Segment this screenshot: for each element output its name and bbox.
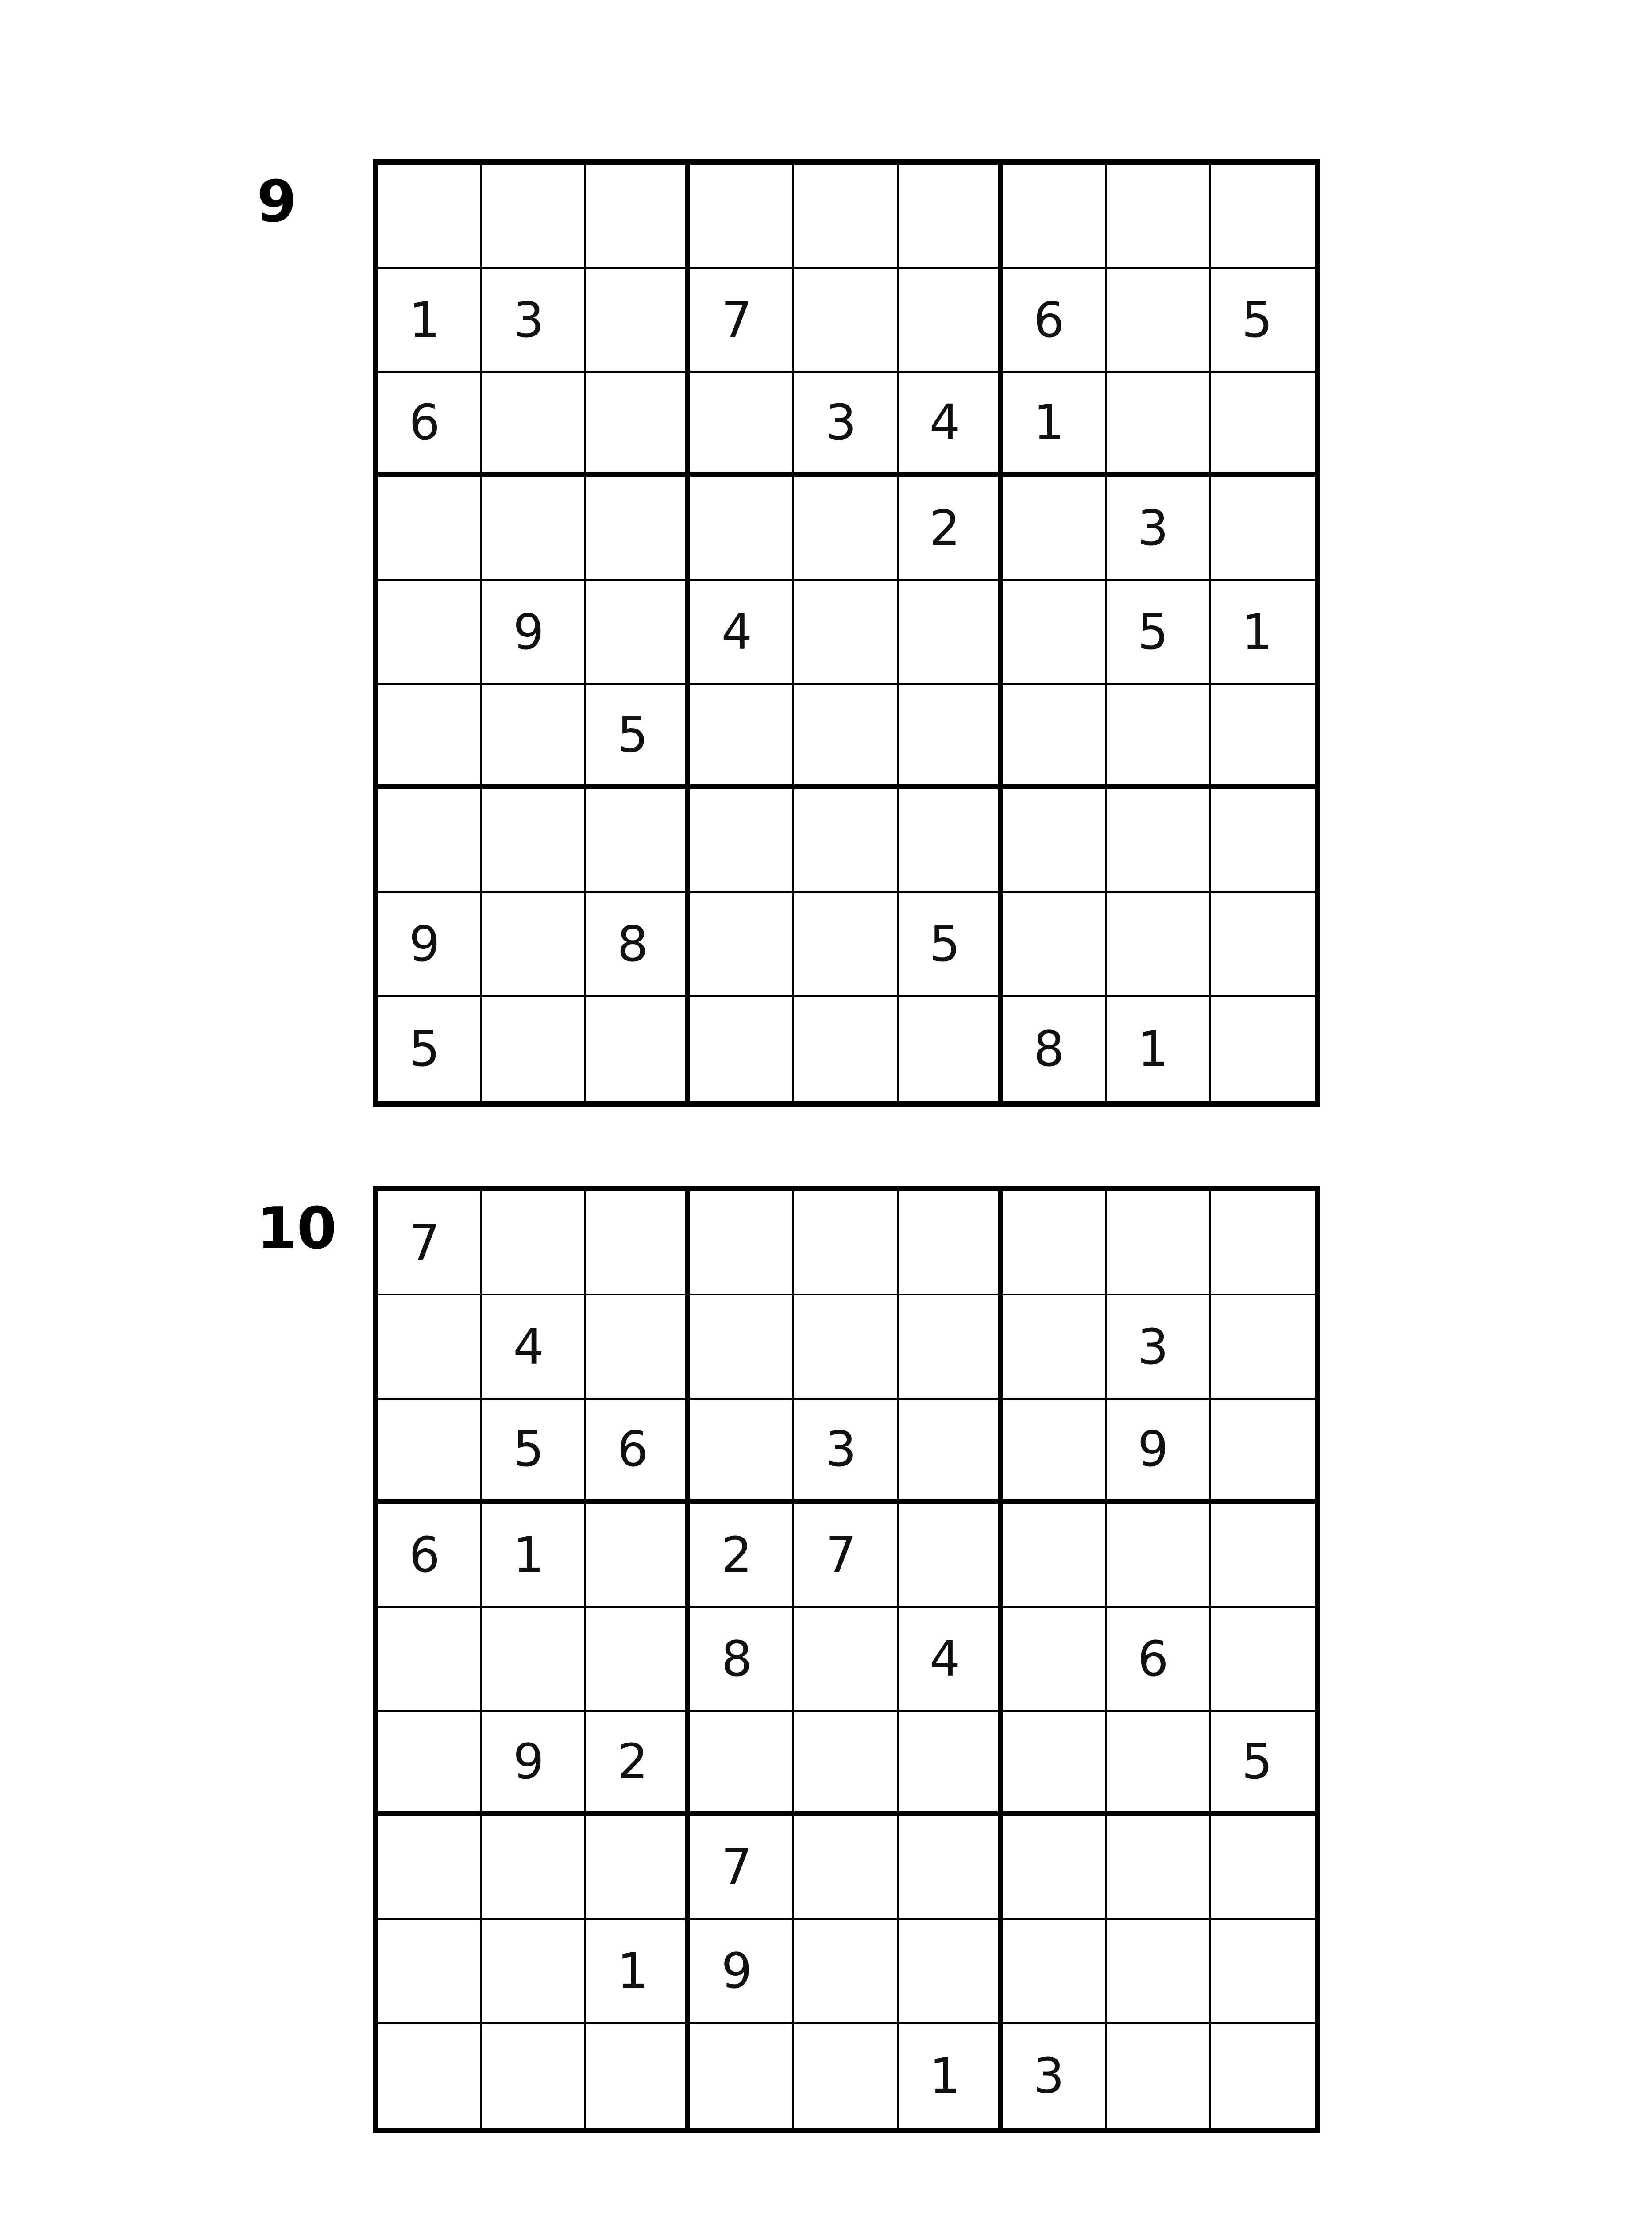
sudoku-cell-r1-c9[interactable]: [1211, 1191, 1315, 1295]
sudoku-cell-r4-c4[interactable]: [690, 477, 794, 581]
sudoku-puzzle-9: [0, 159, 1652, 1106]
sudoku-cell-r8-c2[interactable]: [482, 1920, 586, 2024]
sudoku-cell-r4-c2[interactable]: [482, 477, 586, 581]
cell-value: 3: [1137, 499, 1169, 556]
sudoku-cell-r2-c7[interactable]: [1003, 269, 1107, 373]
sudoku-cell-r9-c4[interactable]: [690, 997, 794, 1101]
sudoku-cell-r9-c1[interactable]: [378, 2024, 482, 2128]
sudoku-cell-r4-c1[interactable]: [378, 477, 482, 581]
sudoku-cell-r6-c5[interactable]: [794, 1712, 898, 1816]
sudoku-cell-r7-c8[interactable]: [1107, 1816, 1211, 1920]
sudoku-cell-r5-c6[interactable]: [899, 581, 1003, 685]
cell-value: 2: [617, 1733, 648, 1790]
cell-value: 3: [825, 1421, 857, 1478]
sudoku-cell-r3-c1[interactable]: [378, 1400, 482, 1504]
sudoku-cell-r8-c8[interactable]: [1107, 1920, 1211, 2024]
sudoku-cell-r1-c5[interactable]: [794, 165, 898, 269]
sudoku-cell-r8-c5[interactable]: [794, 893, 898, 997]
cell-value: 6: [617, 1421, 648, 1478]
sudoku-cell-r6-c4[interactable]: [690, 1712, 794, 1816]
sudoku-cell-r5-c1[interactable]: [378, 1608, 482, 1712]
sudoku-cell-r4-c7[interactable]: [1003, 1504, 1107, 1608]
sudoku-cell-r7-c3[interactable]: [586, 1816, 690, 1920]
sudoku-cell-r7-c6[interactable]: [899, 1816, 1003, 1920]
sudoku-cell-r8-c4[interactable]: [690, 1920, 794, 2024]
cell-value: 1: [513, 1526, 544, 1583]
sudoku-cell-r3-c2[interactable]: [482, 1400, 586, 1504]
cell-value: 9: [721, 1943, 753, 2000]
sudoku-cell-r9-c4[interactable]: [690, 2024, 794, 2128]
cell-value: 5: [513, 1421, 544, 1478]
sudoku-cell-r4-c5[interactable]: [794, 1504, 898, 1608]
sudoku-cell-r5-c3[interactable]: [586, 1608, 690, 1712]
sudoku-cell-r1-c8[interactable]: [1107, 1191, 1211, 1295]
sudoku-cell-r2-c6[interactable]: [899, 1295, 1003, 1400]
sudoku-cell-r8-c8[interactable]: [1107, 893, 1211, 997]
sudoku-cell-r7-c2[interactable]: [482, 1816, 586, 1920]
cell-value: 1: [1241, 603, 1273, 660]
sudoku-cell-r9-c3[interactable]: [586, 997, 690, 1101]
cell-value: 6: [409, 394, 440, 451]
sudoku-cell-r3-c1[interactable]: [378, 373, 482, 477]
puzzle-number: 9: [257, 168, 297, 235]
cell-value: 9: [513, 1733, 544, 1790]
sudoku-cell-r4-c2[interactable]: [482, 1504, 586, 1608]
cell-value: 5: [617, 706, 648, 763]
sudoku-cell-r7-c7[interactable]: [1003, 1816, 1107, 1920]
sudoku-cell-r8-c7[interactable]: [1003, 1920, 1107, 2024]
sudoku-cell-r8-c7[interactable]: [1003, 893, 1107, 997]
sudoku-cell-r1-c3[interactable]: [586, 165, 690, 269]
sudoku-cell-r5-c3[interactable]: [586, 581, 690, 685]
sudoku-cell-r7-c7[interactable]: [1003, 789, 1107, 893]
sudoku-cell-r7-c2[interactable]: [482, 789, 586, 893]
sudoku-cell-r9-c3[interactable]: [586, 2024, 690, 2128]
cell-value: 9: [409, 916, 440, 973]
sudoku-cell-r2-c5[interactable]: [794, 1295, 898, 1400]
cell-value: 5: [1241, 291, 1273, 348]
sudoku-cell-r1-c7[interactable]: [1003, 165, 1107, 269]
puzzle-number: 10: [257, 1195, 337, 1262]
sudoku-cell-r7-c5[interactable]: [794, 1816, 898, 1920]
sudoku-cell-r2-c8[interactable]: [1107, 1295, 1211, 1400]
cell-value: 5: [409, 1021, 440, 1078]
sudoku-cell-r5-c7[interactable]: [1003, 1608, 1107, 1712]
sudoku-cell-r5-c2[interactable]: [482, 1608, 586, 1712]
sudoku-cell-r4-c4[interactable]: [690, 1504, 794, 1608]
cell-value: 1: [617, 1943, 648, 2000]
sudoku-cell-r9-c9[interactable]: [1211, 2024, 1315, 2128]
sudoku-cell-r3-c8[interactable]: [1107, 373, 1211, 477]
sudoku-cell-r6-c7[interactable]: [1003, 1712, 1107, 1816]
sudoku-cell-r7-c1[interactable]: [378, 789, 482, 893]
sudoku-cell-r7-c4[interactable]: [690, 789, 794, 893]
cell-value: 4: [721, 603, 753, 660]
cell-value: 6: [1033, 291, 1065, 348]
sudoku-cell-r3-c2[interactable]: [482, 373, 586, 477]
sudoku-cell-r9-c7[interactable]: [1003, 2024, 1107, 2128]
cell-value: 3: [1033, 2047, 1065, 2105]
sudoku-cell-r7-c1[interactable]: [378, 1816, 482, 1920]
sudoku-cell-r3-c6[interactable]: [899, 1400, 1003, 1504]
sudoku-cell-r2-c3[interactable]: [586, 1295, 690, 1400]
sudoku-cell-r3-c5[interactable]: [794, 1400, 898, 1504]
sudoku-cell-r1-c3[interactable]: [586, 1191, 690, 1295]
sudoku-grid: [373, 159, 1320, 1106]
cell-value: 5: [1137, 603, 1169, 660]
sudoku-cell-r6-c3[interactable]: [586, 1712, 690, 1816]
sudoku-cell-r1-c8[interactable]: [1107, 165, 1211, 269]
sudoku-cell-r9-c7[interactable]: [1003, 997, 1107, 1101]
sudoku-cell-r7-c6[interactable]: [899, 789, 1003, 893]
sudoku-cell-r3-c3[interactable]: [586, 1400, 690, 1504]
cell-value: 1: [1137, 1021, 1169, 1078]
sudoku-cell-r2-c8[interactable]: [1107, 269, 1211, 373]
cell-value: 8: [721, 1630, 753, 1687]
sudoku-cell-r4-c9[interactable]: [1211, 1504, 1315, 1608]
sudoku-puzzle-10: [0, 1186, 1652, 2133]
sudoku-cell-r5-c6[interactable]: [899, 1608, 1003, 1712]
sudoku-cell-r2-c3[interactable]: [586, 269, 690, 373]
sudoku-cell-r6-c6[interactable]: [899, 685, 1003, 789]
sudoku-cell-r9-c2[interactable]: [482, 997, 586, 1101]
sudoku-cell-r6-c6[interactable]: [899, 1712, 1003, 1816]
sudoku-cell-r8-c1[interactable]: [378, 1920, 482, 2024]
sudoku-cell-r7-c9[interactable]: [1211, 1816, 1315, 1920]
sudoku-cell-r9-c8[interactable]: [1107, 2024, 1211, 2128]
cell-value: 9: [1137, 1421, 1169, 1478]
cell-value: 6: [409, 1526, 440, 1583]
cell-value: 5: [1241, 1733, 1273, 1790]
sudoku-cell-r5-c8[interactable]: [1107, 581, 1211, 685]
sudoku-cell-r5-c5[interactable]: [794, 581, 898, 685]
sudoku-cell-r6-c2[interactable]: [482, 685, 586, 789]
sudoku-cell-r1-c2[interactable]: [482, 1191, 586, 1295]
cell-value: 3: [513, 291, 544, 348]
sudoku-cell-r8-c3[interactable]: [586, 893, 690, 997]
sudoku-cell-r3-c5[interactable]: [794, 373, 898, 477]
sudoku-cell-r7-c8[interactable]: [1107, 789, 1211, 893]
sudoku-cell-r5-c9[interactable]: [1211, 1608, 1315, 1712]
sudoku-cell-r2-c2[interactable]: [482, 269, 586, 373]
sudoku-cell-r7-c5[interactable]: [794, 789, 898, 893]
sudoku-cell-r3-c9[interactable]: [1211, 373, 1315, 477]
sudoku-cell-r5-c4[interactable]: [690, 581, 794, 685]
sudoku-cell-r3-c4[interactable]: [690, 1400, 794, 1504]
sudoku-cell-r2-c9[interactable]: [1211, 1295, 1315, 1400]
cell-value: 7: [721, 1839, 753, 1896]
sudoku-cell-r5-c7[interactable]: [1003, 581, 1107, 685]
sudoku-cell-r9-c9[interactable]: [1211, 997, 1315, 1101]
sudoku-cell-r6-c8[interactable]: [1107, 1712, 1211, 1816]
cell-value: 3: [1137, 1318, 1169, 1375]
cell-value: 7: [825, 1526, 857, 1583]
sudoku-cell-r3-c7[interactable]: [1003, 1400, 1107, 1504]
sudoku-cell-r6-c2[interactable]: [482, 1712, 586, 1816]
sudoku-cell-r7-c3[interactable]: [586, 789, 690, 893]
sudoku-cell-r8-c1[interactable]: [378, 893, 482, 997]
sudoku-cell-r8-c2[interactable]: [482, 893, 586, 997]
sudoku-cell-r6-c7[interactable]: [1003, 685, 1107, 789]
sudoku-cell-r8-c5[interactable]: [794, 1920, 898, 2024]
sudoku-cell-r3-c6[interactable]: [899, 373, 1003, 477]
sudoku-cell-r1-c4[interactable]: [690, 1191, 794, 1295]
cell-value: 3: [825, 394, 857, 451]
sudoku-cell-r4-c3[interactable]: [586, 1504, 690, 1608]
sudoku-cell-r3-c3[interactable]: [586, 373, 690, 477]
sudoku-cell-r5-c5[interactable]: [794, 1608, 898, 1712]
sudoku-cell-r5-c2[interactable]: [482, 581, 586, 685]
sudoku-cell-r2-c1[interactable]: [378, 1295, 482, 1400]
sudoku-cell-r5-c1[interactable]: [378, 581, 482, 685]
sudoku-cell-r6-c9[interactable]: [1211, 685, 1315, 789]
sudoku-cell-r1-c4[interactable]: [690, 165, 794, 269]
sudoku-cell-r8-c3[interactable]: [586, 1920, 690, 2024]
cell-value: 7: [721, 291, 753, 348]
sudoku-cell-r3-c9[interactable]: [1211, 1400, 1315, 1504]
sudoku-cell-r2-c4[interactable]: [690, 1295, 794, 1400]
sudoku-cell-r8-c9[interactable]: [1211, 1920, 1315, 2024]
sudoku-cell-r2-c5[interactable]: [794, 269, 898, 373]
sudoku-cell-r4-c9[interactable]: [1211, 477, 1315, 581]
sudoku-cell-r4-c8[interactable]: [1107, 1504, 1211, 1608]
sudoku-cell-r2-c2[interactable]: [482, 1295, 586, 1400]
sudoku-cell-r9-c5[interactable]: [794, 2024, 898, 2128]
sudoku-cell-r1-c1[interactable]: [378, 1191, 482, 1295]
sudoku-cell-r1-c6[interactable]: [899, 1191, 1003, 1295]
sudoku-cell-r3-c7[interactable]: [1003, 373, 1107, 477]
sudoku-cell-r1-c5[interactable]: [794, 1191, 898, 1295]
sudoku-cell-r3-c4[interactable]: [690, 373, 794, 477]
sudoku-cell-r2-c7[interactable]: [1003, 1295, 1107, 1400]
sudoku-cell-r2-c6[interactable]: [899, 269, 1003, 373]
sudoku-cell-r5-c8[interactable]: [1107, 1608, 1211, 1712]
sudoku-cell-r5-c4[interactable]: [690, 1608, 794, 1712]
sudoku-cell-r8-c6[interactable]: [899, 893, 1003, 997]
sudoku-cell-r4-c6[interactable]: [899, 1504, 1003, 1608]
sudoku-cell-r8-c4[interactable]: [690, 893, 794, 997]
cell-value: 2: [721, 1526, 753, 1583]
cell-value: 1: [929, 2047, 961, 2105]
sudoku-cell-r7-c4[interactable]: [690, 1816, 794, 1920]
sudoku-cell-r1-c1[interactable]: [378, 165, 482, 269]
sudoku-cell-r1-c7[interactable]: [1003, 1191, 1107, 1295]
sudoku-cell-r4-c3[interactable]: [586, 477, 690, 581]
sudoku-cell-r9-c8[interactable]: [1107, 997, 1211, 1101]
sudoku-cell-r4-c6[interactable]: [899, 477, 1003, 581]
sudoku-cell-r4-c1[interactable]: [378, 1504, 482, 1608]
cell-value: 4: [513, 1318, 544, 1375]
sudoku-cell-r2-c9[interactable]: [1211, 269, 1315, 373]
sudoku-cell-r1-c9[interactable]: [1211, 165, 1315, 269]
sudoku-cell-r5-c9[interactable]: [1211, 581, 1315, 685]
cell-value: 8: [617, 916, 648, 973]
cell-value: 1: [1033, 394, 1065, 451]
sudoku-cell-r6-c8[interactable]: [1107, 685, 1211, 789]
sudoku-cell-r1-c2[interactable]: [482, 165, 586, 269]
sudoku-cell-r4-c7[interactable]: [1003, 477, 1107, 581]
sudoku-cell-r7-c9[interactable]: [1211, 789, 1315, 893]
sudoku-cell-r4-c8[interactable]: [1107, 477, 1211, 581]
sudoku-cell-r9-c1[interactable]: [378, 997, 482, 1101]
sudoku-grid: [373, 1186, 1320, 2133]
sudoku-cell-r1-c6[interactable]: [899, 165, 1003, 269]
cell-value: 7: [409, 1214, 440, 1271]
sudoku-cell-r6-c1[interactable]: [378, 685, 482, 789]
cell-value: 8: [1033, 1021, 1065, 1078]
sudoku-cell-r9-c6[interactable]: [899, 997, 1003, 1101]
sudoku-cell-r8-c6[interactable]: [899, 1920, 1003, 2024]
cell-value: 1: [409, 291, 440, 348]
cell-value: 4: [929, 394, 961, 451]
sudoku-cell-r6-c9[interactable]: [1211, 1712, 1315, 1816]
cell-value: 2: [929, 499, 961, 556]
sudoku-cell-r6-c5[interactable]: [794, 685, 898, 789]
sudoku-cell-r2-c4[interactable]: [690, 269, 794, 373]
cell-value: 5: [929, 916, 961, 973]
sudoku-cell-r9-c5[interactable]: [794, 997, 898, 1101]
sudoku-cell-r6-c4[interactable]: [690, 685, 794, 789]
cell-value: 9: [513, 603, 544, 660]
sudoku-cell-r2-c1[interactable]: [378, 269, 482, 373]
sudoku-cell-r6-c1[interactable]: [378, 1712, 482, 1816]
sudoku-cell-r9-c2[interactable]: [482, 2024, 586, 2128]
cell-value: 4: [929, 1630, 961, 1687]
sudoku-cell-r3-c8[interactable]: [1107, 1400, 1211, 1504]
cell-value: 6: [1137, 1630, 1169, 1687]
sudoku-cell-r6-c3[interactable]: [586, 685, 690, 789]
sudoku-cell-r9-c6[interactable]: [899, 2024, 1003, 2128]
sudoku-cell-r4-c5[interactable]: [794, 477, 898, 581]
sudoku-cell-r8-c9[interactable]: [1211, 893, 1315, 997]
